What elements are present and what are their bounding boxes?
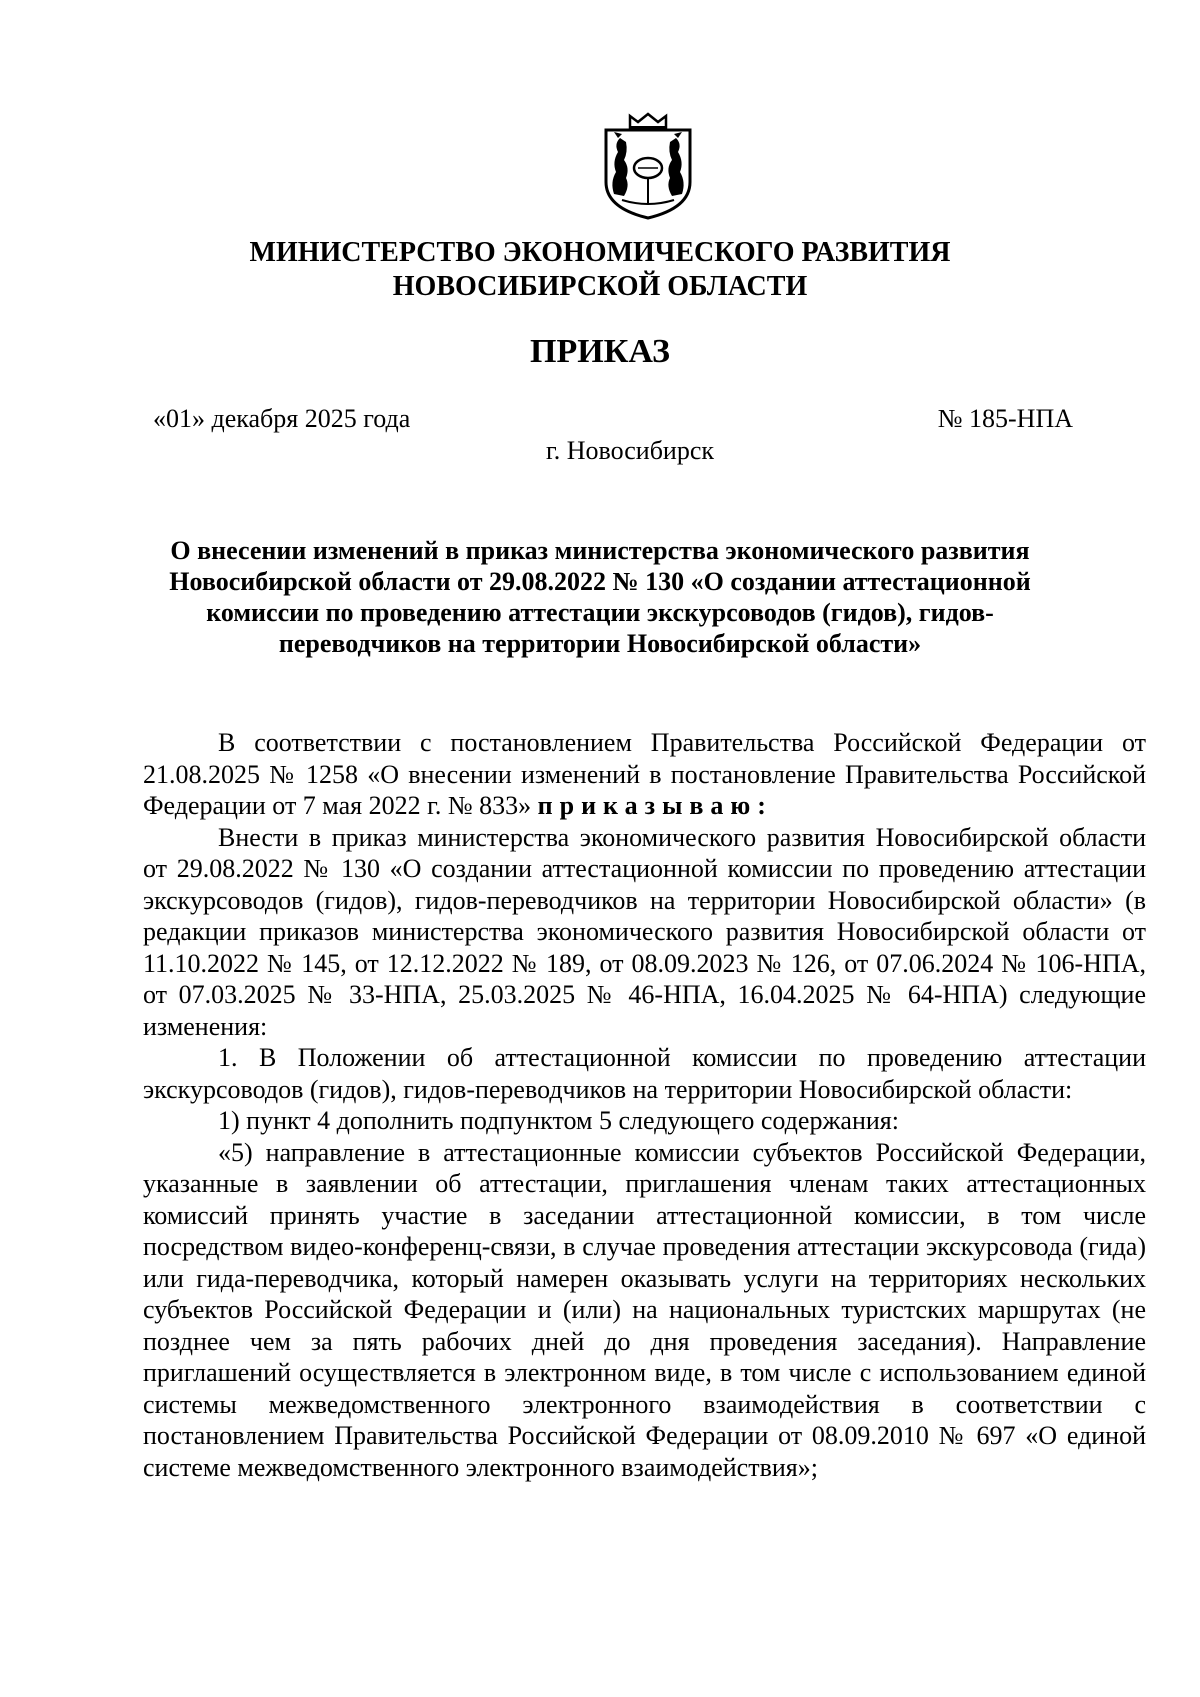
- paragraph-item-1: 1. В Положении об аттестационной комиссии по проведению аттестации экскурсоводов (гидов), гидов-переводчиков на территории Новосибирской области:: [143, 1043, 1146, 1104]
- intro-paragraph: [143, 727, 1146, 822]
- document-type-title: ПРИКАЗ: [530, 333, 670, 370]
- document-number: № 185-НПА: [937, 404, 1073, 433]
- document-date: «01» декабря 2025 года: [153, 404, 411, 433]
- ministry-name-line1: МИНИСТЕРСТВО ЭКОНОМИЧЕСКОГО РАЗВИТИЯ: [249, 237, 951, 268]
- coat-of-arms-icon: [600, 112, 696, 222]
- document-subject: О внесении изменений в приказ министерства экономического развития Новосибирской области от 29.08.2022 № 130 «О создании аттестационной комиссии по проведению аттестации экскурсоводов (гидов), гидов-переводчиков на территории Новосибирской области»: [169, 536, 1031, 658]
- document-city: г. Новосибирск: [545, 436, 715, 465]
- paragraph-subitem-5-text: «5) направление в аттестационные комиссии субъектов Российской Федерации, указанные в заявлении об аттестации, приглашения членам таких аттестационных комиссий принять участие в заседании аттестационной комиссии, в том числе посредством видео-конференц-связи, в случае проведения аттестации экскурсовода (гида) или гида-переводчика, который намерен оказывать услуги на территориях нескольких субъектов Российской Федерации и (или) на национальных туристских маршрутах (не позднее чем за пять рабочих дней до дня проведения заседания). Направление приглашений осуществляется в электронном виде, в том числе с использованием единой системы межведомственного электронного взаимодействия в соответствии с постановлением Правительства Российской Федерации от 08.09.2010 № 697 «О единой системе межведомственного электронного взаимодействия»;: [143, 1137, 1146, 1482]
- document-body: [143, 727, 1146, 1483]
- ministry-name-line2: НОВОСИБИРСКОЙ ОБЛАСТИ: [392, 271, 808, 302]
- coat-of-arms-emblem: [600, 112, 696, 222]
- paragraph-amendments: Внести в приказ министерства экономического развития Новосибирской области от 29.08.2022 № 130 «О создании аттестационной комиссии по проведению аттестации экскурсоводов (гидов), гидов-переводчиков на территории Новосибирской области» (в редакции приказов министерства экономического развития Новосибирской области от 11.10.2022 № 145, от 12.12.2022 № 189, от 08.09.2023 № 126, от 07.06.2024 № 106-НПА, от 07.03.2025 № 33-НПА, 25.03.2025 № 46-НПА, 16.04.2025 № 64-НПА) следующие изменения:: [143, 822, 1146, 1041]
- ministry-name: [150, 236, 1050, 304]
- paragraph-subitem-1: 1) пункт 4 дополнить подпунктом 5 следующего содержания:: [218, 1106, 899, 1135]
- order-word: приказываю:: [537, 791, 773, 820]
- intro-text: В соответствии с постановлением Правительства Российской Федерации от 21.08.2025 № 1258 «О внесении изменений в постановление Правительства Российской Федерации от 7 мая 2022 г. № 833»: [143, 728, 1146, 820]
